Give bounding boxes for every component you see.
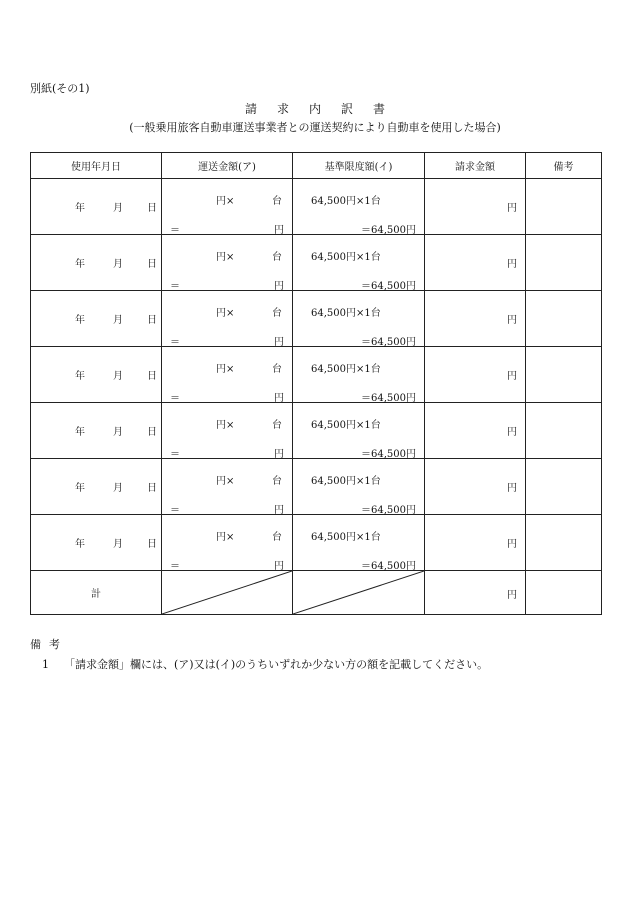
fare-units-label: 台	[272, 364, 282, 375]
standard-limit-cell	[293, 179, 425, 235]
year-label: 年	[75, 315, 85, 326]
request-amount-cell[interactable]	[425, 459, 526, 515]
standard-limit-cell	[293, 459, 425, 515]
header-remarks: 備考	[526, 153, 602, 179]
table-row	[31, 235, 602, 291]
fare-units-label: 台	[272, 476, 282, 487]
fare-yen-label: 円	[274, 449, 284, 460]
usage-date-cell[interactable]	[31, 459, 162, 515]
fare-units-label: 台	[272, 252, 282, 263]
request-yen-unit: 円	[507, 427, 517, 438]
fare-equals: ＝	[170, 505, 180, 516]
total-row	[31, 571, 602, 615]
table-row	[31, 515, 602, 571]
fare-equals: ＝	[170, 337, 180, 348]
table-header-row	[31, 153, 602, 179]
limit-result: ＝64,500円	[361, 281, 416, 292]
total-yen-unit: 円	[507, 590, 517, 601]
day-label: 日	[147, 203, 157, 214]
header-request-amount: 請求金額	[425, 153, 526, 179]
fare-units-label: 台	[272, 196, 282, 207]
request-amount-cell[interactable]	[425, 291, 526, 347]
fare-equals: ＝	[170, 225, 180, 236]
remarks-cell[interactable]	[526, 403, 602, 459]
limit-result: ＝64,500円	[361, 337, 416, 348]
fare-yen-label: 円	[274, 505, 284, 516]
limit-result: ＝64,500円	[361, 225, 416, 236]
request-yen-unit: 円	[507, 371, 517, 382]
fare-amount-cell[interactable]	[162, 403, 293, 459]
standard-limit-cell	[293, 515, 425, 571]
year-label: 年	[75, 483, 85, 494]
limit-formula: 64,500円×1台	[311, 532, 381, 543]
fare-amount-cell[interactable]	[162, 235, 293, 291]
year-label: 年	[75, 539, 85, 550]
standard-limit-cell	[293, 347, 425, 403]
diagonal-strike	[293, 571, 424, 614]
day-label: 日	[147, 371, 157, 382]
usage-date-cell[interactable]	[31, 347, 162, 403]
month-label: 月	[113, 371, 123, 382]
request-yen-unit: 円	[507, 259, 517, 270]
remarks-cell[interactable]	[526, 459, 602, 515]
fare-amount-cell[interactable]	[162, 347, 293, 403]
table-row	[31, 291, 602, 347]
header-fare-amount: 運送金額(ア)	[162, 153, 293, 179]
total-remarks-cell[interactable]	[526, 571, 602, 615]
note-item	[42, 656, 488, 672]
table-row	[31, 403, 602, 459]
note-number: 1	[42, 658, 49, 671]
month-label: 月	[113, 427, 123, 438]
limit-formula: 64,500円×1台	[311, 308, 381, 319]
request-amount-cell[interactable]	[425, 403, 526, 459]
fare-yen-times: 円×	[216, 476, 235, 487]
fare-amount-cell[interactable]	[162, 179, 293, 235]
request-yen-unit: 円	[507, 483, 517, 494]
usage-date-cell[interactable]	[31, 403, 162, 459]
request-yen-unit: 円	[507, 203, 517, 214]
fare-units-label: 台	[272, 420, 282, 431]
fare-yen-label: 円	[274, 337, 284, 348]
fare-yen-times: 円×	[216, 364, 235, 375]
fare-amount-cell[interactable]	[162, 459, 293, 515]
day-label: 日	[147, 539, 157, 550]
header-standard-limit: 基準限度額(イ)	[293, 153, 425, 179]
table-row	[31, 459, 602, 515]
limit-result: ＝64,500円	[361, 449, 416, 460]
fare-equals: ＝	[170, 449, 180, 460]
request-amount-cell[interactable]	[425, 347, 526, 403]
day-label: 日	[147, 259, 157, 270]
month-label: 月	[113, 259, 123, 270]
limit-formula: 64,500円×1台	[311, 476, 381, 487]
remarks-cell[interactable]	[526, 515, 602, 571]
year-label: 年	[75, 259, 85, 270]
appendix-label: 別紙(その1)	[30, 82, 90, 95]
fare-yen-times: 円×	[216, 196, 235, 207]
limit-result: ＝64,500円	[361, 505, 416, 516]
document-title: 請求内訳書	[244, 102, 405, 116]
remarks-cell[interactable]	[526, 347, 602, 403]
remarks-cell[interactable]	[526, 291, 602, 347]
fare-equals: ＝	[170, 393, 180, 404]
limit-formula: 64,500円×1台	[311, 196, 381, 207]
standard-limit-cell	[293, 235, 425, 291]
year-label: 年	[75, 427, 85, 438]
total-limit-cell	[293, 571, 425, 615]
header-usage-date: 使用年月日	[31, 153, 162, 179]
fare-amount-cell[interactable]	[162, 515, 293, 571]
fare-yen-times: 円×	[216, 532, 235, 543]
total-label: 計	[31, 571, 162, 615]
day-label: 日	[147, 315, 157, 326]
request-yen-unit: 円	[507, 315, 517, 326]
request-amount-cell[interactable]	[425, 515, 526, 571]
usage-date-cell[interactable]	[31, 515, 162, 571]
month-label: 月	[113, 315, 123, 326]
standard-limit-cell	[293, 291, 425, 347]
fare-yen-label: 円	[274, 281, 284, 292]
standard-limit-cell	[293, 403, 425, 459]
table-row	[31, 179, 602, 235]
remarks-cell[interactable]	[526, 235, 602, 291]
limit-result: ＝64,500円	[361, 561, 416, 572]
month-label: 月	[113, 203, 123, 214]
remarks-cell[interactable]	[526, 179, 602, 235]
total-request-cell[interactable]	[425, 571, 526, 615]
fare-equals: ＝	[170, 281, 180, 292]
fare-yen-label: 円	[274, 393, 284, 404]
year-label: 年	[75, 203, 85, 214]
fare-amount-cell[interactable]	[162, 291, 293, 347]
usage-date-cell[interactable]	[31, 179, 162, 235]
limit-formula: 64,500円×1台	[311, 420, 381, 431]
fare-yen-label: 円	[274, 561, 284, 572]
day-label: 日	[147, 427, 157, 438]
fare-units-label: 台	[272, 308, 282, 319]
diagonal-strike	[162, 571, 292, 614]
limit-result: ＝64,500円	[361, 393, 416, 404]
table-row	[31, 347, 602, 403]
document-subtitle: (一般乗用旅客自動車運送事業者との運送契約により自動車を使用した場合)	[129, 121, 501, 134]
fare-yen-times: 円×	[216, 420, 235, 431]
total-fare-cell	[162, 571, 293, 615]
note-text: 「請求金額」欄には、(ア)又は(イ)のうちいずれか少ない方の額を記載してください。	[64, 658, 489, 671]
usage-date-cell[interactable]	[31, 235, 162, 291]
limit-formula: 64,500円×1台	[311, 252, 381, 263]
year-label: 年	[75, 371, 85, 382]
fare-equals: ＝	[170, 561, 180, 572]
day-label: 日	[147, 483, 157, 494]
usage-date-cell[interactable]	[31, 291, 162, 347]
month-label: 月	[113, 539, 123, 550]
notes-heading: 備考	[30, 638, 68, 651]
fare-units-label: 台	[272, 532, 282, 543]
request-amount-cell[interactable]	[425, 179, 526, 235]
fare-yen-times: 円×	[216, 252, 235, 263]
limit-formula: 64,500円×1台	[311, 364, 381, 375]
request-yen-unit: 円	[507, 539, 517, 550]
month-label: 月	[113, 483, 123, 494]
claim-breakdown-table	[30, 152, 602, 615]
fare-yen-label: 円	[274, 225, 284, 236]
request-amount-cell[interactable]	[425, 235, 526, 291]
fare-yen-times: 円×	[216, 308, 235, 319]
